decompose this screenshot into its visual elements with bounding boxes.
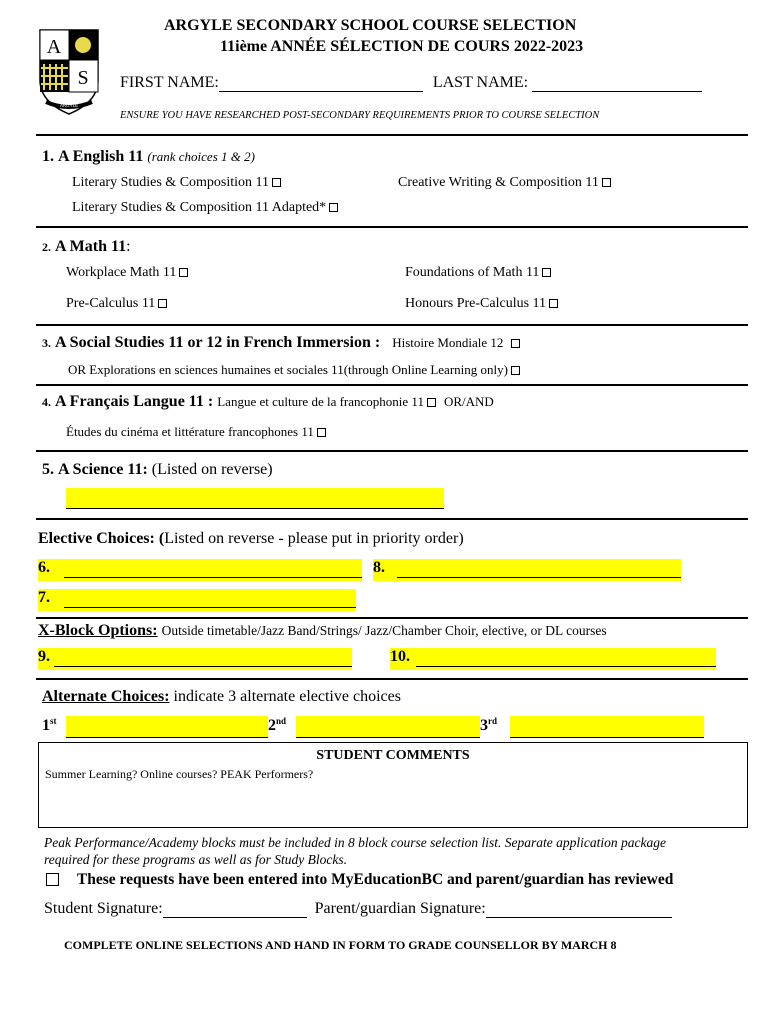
- elective-8-row[interactable]: [373, 559, 681, 581]
- first-name-label: FIRST NAME:: [120, 74, 219, 91]
- math-option-precalc[interactable]: [66, 296, 167, 312]
- form-title: ARGYLE SECONDARY SCHOOL COURSE SELECTION: [164, 17, 577, 34]
- english-heading: [42, 148, 255, 166]
- english-option-creative[interactable]: [398, 175, 611, 191]
- social-histoire-checkbox[interactable]: [511, 339, 520, 348]
- divider: [36, 384, 748, 386]
- math-heading: [42, 238, 131, 256]
- francais-or-and: OR/AND: [443, 394, 494, 409]
- student-signature-field[interactable]: [163, 903, 307, 918]
- alternates-note: indicate 3 alternate elective choices: [173, 688, 401, 705]
- xblock-10-row[interactable]: [390, 648, 716, 670]
- social-option-histoire-label: Histoire Mondiale 12: [392, 335, 504, 350]
- math-precalc-checkbox[interactable]: [158, 299, 167, 308]
- peak-note-line-2: required for these programs as well as for Study Blocks.: [44, 852, 347, 867]
- elective-7-row[interactable]: [38, 589, 356, 611]
- xblock-9-row[interactable]: [38, 648, 352, 670]
- francais-option-langue[interactable]: [217, 394, 436, 409]
- comments-title: STUDENT COMMENTS: [316, 748, 470, 763]
- divider: [36, 678, 748, 680]
- science-choice-field[interactable]: [66, 488, 444, 509]
- student-signature-label: Student Signature:: [44, 900, 163, 917]
- social-title: A Social Studies 11 or 12 in French Immersion :: [55, 334, 381, 351]
- alternates-title: Alternate Choices:: [42, 688, 170, 705]
- english-option-adapted-label: Literary Studies & Composition 11 Adapted*: [72, 200, 327, 215]
- xblock-9-line: [54, 666, 352, 667]
- crest-letter-a: A: [46, 36, 62, 58]
- social-option-explorations[interactable]: [68, 362, 520, 378]
- francais-title: A Français Langue 11 :: [55, 393, 214, 410]
- math-option-honours-label: Honours Pre-Calculus 11: [405, 296, 547, 311]
- divider: [36, 134, 748, 136]
- english-number: 1.: [42, 148, 54, 165]
- english-note: (rank choices 1 & 2): [147, 149, 255, 164]
- science-note: (Listed on reverse): [151, 461, 273, 478]
- english-option-creative-label: Creative Writing & Composition 11: [398, 175, 599, 190]
- social-option-histoire[interactable]: [392, 335, 520, 350]
- signature-row: [44, 900, 672, 918]
- electives-title: Elective Choices: (: [38, 530, 165, 547]
- divider: [36, 617, 748, 619]
- english-option-lit-label: Literary Studies & Composition 11: [72, 175, 270, 190]
- elective-7-line: [64, 607, 356, 608]
- crest-letter-s: S: [77, 67, 89, 89]
- math-option-foundations[interactable]: [405, 265, 551, 281]
- english-option-lit[interactable]: [72, 175, 281, 191]
- english-creative-checkbox[interactable]: [602, 178, 611, 187]
- divider: [36, 324, 748, 326]
- last-name-field[interactable]: [532, 77, 702, 92]
- math-foundations-checkbox[interactable]: [542, 268, 551, 277]
- elective-6-line: [64, 577, 362, 578]
- elective-8-line: [397, 577, 681, 578]
- social-option-explorations-label: OR Explorations en sciences humaines et sociales 11(through Online Learning only): [68, 362, 508, 377]
- alternate-1-label: 1st: [42, 716, 57, 734]
- math-option-precalc-label: Pre-Calculus 11: [66, 296, 156, 311]
- math-title: A Math 11: [55, 238, 127, 255]
- social-heading: [42, 334, 520, 352]
- social-explorations-checkbox[interactable]: [511, 366, 520, 375]
- math-honours-checkbox[interactable]: [549, 299, 558, 308]
- parent-signature-label: Parent/guardian Signature:: [314, 900, 486, 917]
- confirm-text: These requests have been entered into MyEducationBC and parent/guardian has reviewed: [76, 871, 674, 888]
- science-heading: [42, 461, 273, 479]
- francais-option-cinema[interactable]: [66, 424, 326, 440]
- math-colon: :: [126, 238, 131, 255]
- alternate-3-field[interactable]: [510, 716, 704, 738]
- francais-cinema-checkbox[interactable]: [317, 428, 326, 437]
- elective-6-label: 6.: [38, 559, 50, 576]
- elective-7-label: 7.: [38, 589, 50, 606]
- name-row: [120, 74, 702, 92]
- comments-prompt: Summer Learning? Online courses? PEAK Performers?: [45, 767, 314, 781]
- math-workplace-checkbox[interactable]: [179, 268, 188, 277]
- elective-6-row[interactable]: [38, 559, 362, 581]
- submission-instructions: COMPLETE ONLINE SELECTIONS AND HAND IN FORM TO GRADE COUNSELLOR BY MARCH 8: [64, 938, 617, 952]
- francais-langue-checkbox[interactable]: [427, 398, 436, 407]
- math-option-workplace[interactable]: [66, 265, 188, 281]
- divider: [36, 518, 748, 520]
- alternate-3-label: 3rd: [480, 716, 497, 734]
- electives-heading: [38, 530, 464, 548]
- alternate-2-label: 2nd: [268, 716, 287, 734]
- alternate-2-field[interactable]: [296, 716, 480, 738]
- divider: [36, 226, 748, 228]
- science-title: A Science 11:: [58, 461, 148, 478]
- alternates-heading: [42, 688, 401, 706]
- confirm-row[interactable]: [46, 871, 673, 889]
- confirm-checkbox[interactable]: [46, 873, 59, 886]
- english-adapted-checkbox[interactable]: [329, 203, 338, 212]
- peak-note-line-1: Peak Performance/Academy blocks must be included in 8 block course selection list. Separate application package: [44, 835, 666, 850]
- school-crest-logo: [36, 22, 102, 118]
- english-lit-checkbox[interactable]: [272, 178, 281, 187]
- xblock-10-line: [416, 666, 716, 667]
- xblock-10-label: 10.: [390, 648, 410, 665]
- crest-motto: ARGYLE: [59, 103, 79, 108]
- francais-heading: [42, 393, 494, 411]
- social-number: 3.: [42, 336, 51, 350]
- xblock-title: X-Block Options:: [38, 622, 158, 639]
- xblock-heading: [38, 622, 607, 640]
- xblock-note: Outside timetable/Jazz Band/Strings/ Jazz/Chamber Choir, elective, or DL courses: [161, 623, 607, 638]
- alternate-1-field[interactable]: [66, 716, 268, 738]
- english-title: A English 11: [58, 148, 144, 165]
- last-name-label: LAST NAME:: [432, 74, 529, 91]
- form-subtitle: 11ième ANNÉE SÉLECTION DE COURS 2022-2023: [220, 38, 584, 55]
- math-option-foundations-label: Foundations of Math 11: [405, 265, 540, 280]
- xblock-9-label: 9.: [38, 648, 50, 665]
- francais-option-langue-label: Langue et culture de la francophonie 11: [217, 394, 424, 409]
- divider: [36, 450, 748, 452]
- elective-8-label: 8.: [373, 559, 385, 576]
- math-option-honours[interactable]: [405, 296, 558, 312]
- math-number: 2.: [42, 240, 51, 254]
- english-option-adapted[interactable]: [72, 200, 338, 216]
- francais-option-cinema-label: Études du cinéma et littérature francophones 11: [66, 424, 314, 439]
- math-option-workplace-label: Workplace Math 11: [66, 265, 177, 280]
- electives-note: Listed on reverse - please put in priority order): [164, 530, 464, 547]
- first-name-field[interactable]: [219, 77, 423, 92]
- francais-number: 4.: [42, 395, 51, 409]
- research-notice: ENSURE YOU HAVE RESEARCHED POST-SECONDARY REQUIREMENTS PRIOR TO COURSE SELECTION: [120, 110, 600, 121]
- science-number: 5.: [42, 461, 54, 478]
- parent-signature-field[interactable]: [486, 903, 672, 918]
- student-comments-box[interactable]: [38, 742, 748, 828]
